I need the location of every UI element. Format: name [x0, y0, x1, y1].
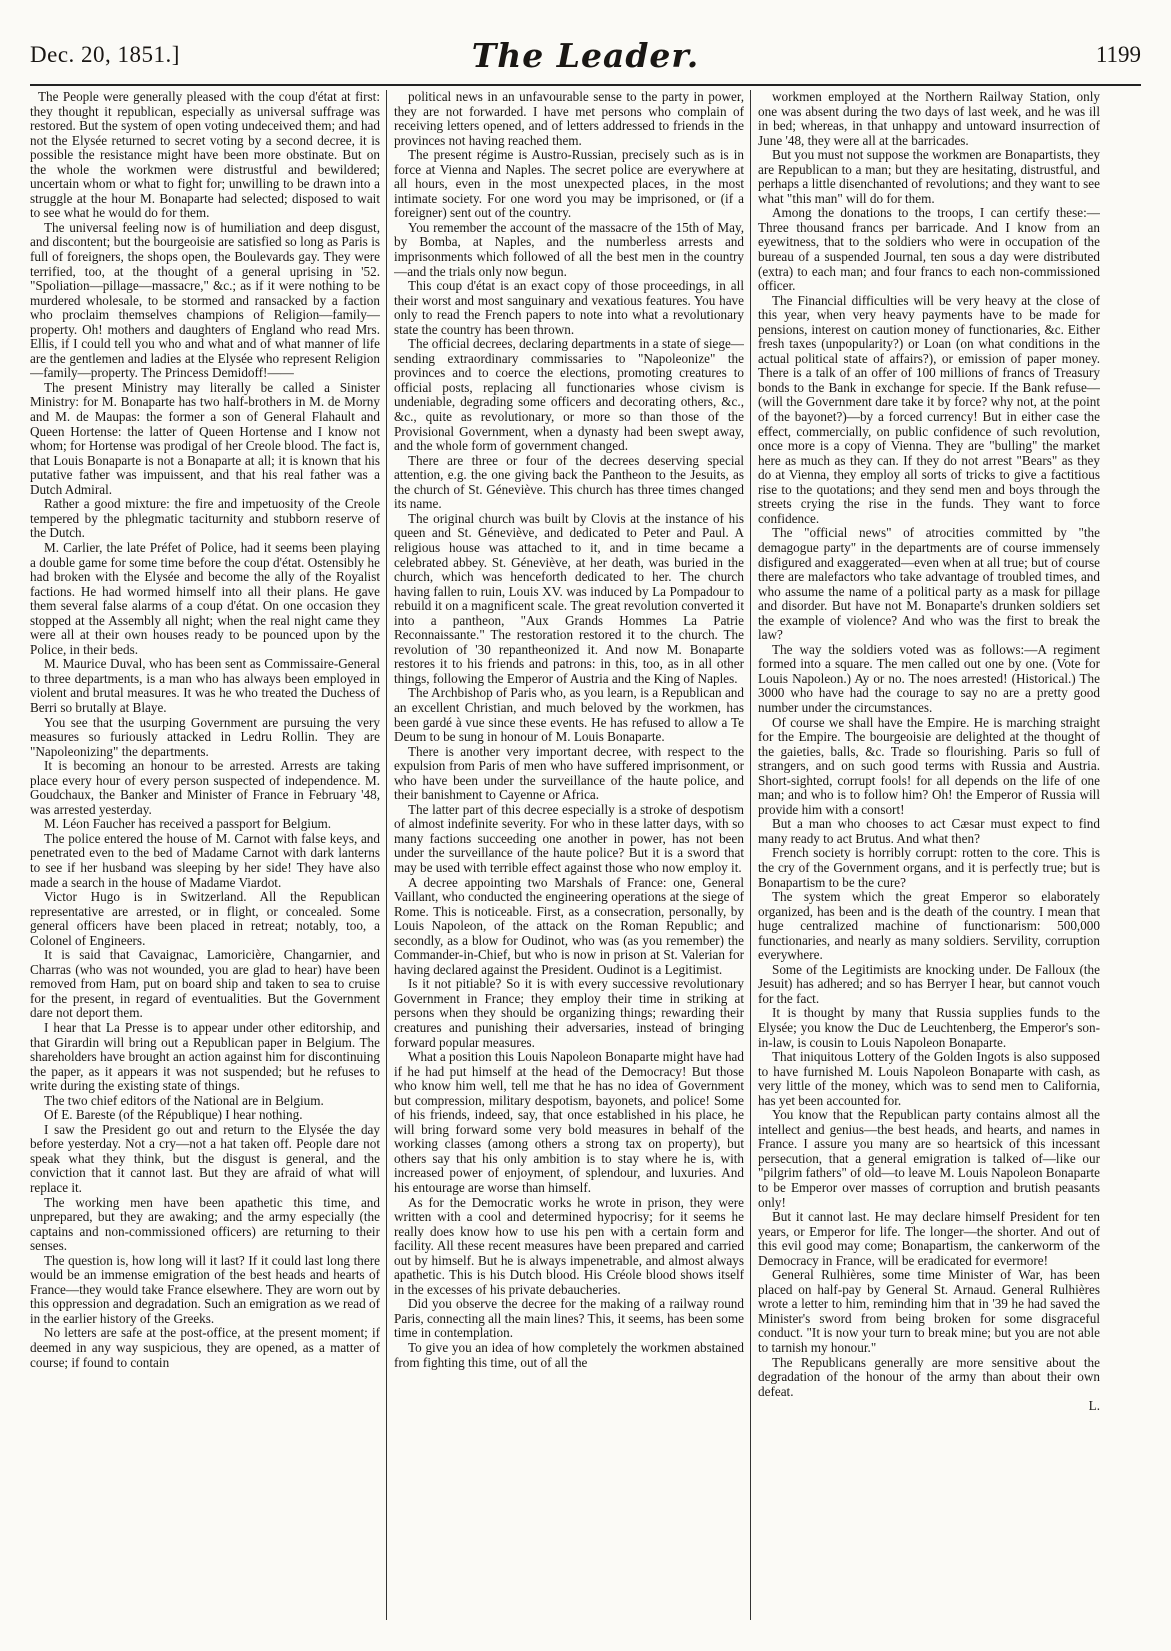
paragraph: Is it not pitiable? So it is with every successive revolutionary Government in France; they employ their time in striking at persons when they should be organizing things; rewarding their creatures and punishing their adversaries, instead of bringing forward popular measures.: [394, 976, 744, 1050]
paragraph: Among the donations to the troops, I can certify these:—Three thousand francs per barricade. And I know from an eyewitness, that to the soldiers who were in occupation of the bureau of a suspended Journal, ten sous a day were distributed (extra) to each man; and four francs to each non-commissioned officer.: [758, 205, 1100, 294]
paragraph: The present Ministry may literally be called a Sinister Ministry: for M. Bonaparte has two half-brothers in M. de Morny and M. de Maupas: the former a son of General Flahault and Queen Hortense: the latter of Queen Hortense and I know not whom; for Hortense was prodigal of her Creole blood. The fact is, that Louis Bonaparte is not a Bonaparte at all; it is known that his putative father was impuissent, and that his real father was a Dutch Admiral.: [30, 379, 380, 497]
paragraph: You see that the usurping Government are pursuing the very measures so furiously attacked in Ledru Rollin. They are "Napoleonizing" the departments.: [30, 714, 380, 759]
paragraph: There is another very important decree, with respect to the expulsion from Paris of men who have suffered imprisonment, or who have been under the surveillance of the haute police, and their banishment to Cayenne or Africa.: [394, 743, 744, 803]
paragraph: You know that the Republican party contains almost all the intellect and genius—the best heads, and hearts, and names in France. I assure you many are so heartsick of this incessant persecution, that a general emigration is talked of—like our "pilgrim fathers" of old—to leave M. Louis Napoleon Bonaparte to be Emperor over masses of corruption and brutish peasants only!: [758, 1107, 1100, 1210]
paragraph: I saw the President go out and return to the Elysée the day before yesterday. Not a cry—not a hat taken off. People dare not speak what they think, but the disgust is general, and the conviction that it cannot last. But they are afraid of what will replace it.: [30, 1121, 380, 1196]
paragraph: The Archbishop of Paris who, as you learn, is a Republican and an excellent Christian, and much beloved by the workmen, has been gardé à vue since these events. He has refused to allow a Te Deum to be sung in honour of M. Louis Bonaparte.: [394, 685, 744, 745]
paragraph: Rather a good mixture: the fire and impetuosity of the Creole tempered by the phlegmatic taciturnity and stubborn reserve of the Dutch.: [30, 496, 380, 541]
signature: L.: [1088, 1398, 1100, 1414]
masthead: The Leader.: [471, 36, 700, 75]
paragraph: The Financial difficulties will be very heavy at the close of this year, when very heavy payments have to be made for pensions, interest on caution money of functionaries, &c. Either fresh taxes (unpopularity?) or Loan (on what conditions in the actual political state of affairs?), or emission of paper money. There is a talk of an offer of 100 millions of francs of Treasury bonds to the Bank in exchange for specie. If the Bank refuse—(will the Government dare take it by force? why not, at the point of the bayonet?)—by a forced currency! But in either case the effect, commercially, on public confidence of such revolution, once more is a copy of Vienna. They are "bulling" the market here as much as they can. If they do not arrest "Bears" as they do at Vienna, they employ all sorts of tricks to give a factitious rise to the quotations; and they send men and boys through the streets crying the rise in the funds. They want to force confidence.: [758, 292, 1100, 526]
paragraph: It is becoming an honour to be arrested. Arrests are taking place every hour of every person suspected of independence. M. Goudchaux, the Banker and Minister of France in February '48, was arrested yesterday.: [30, 758, 380, 817]
paragraph: The original church was built by Clovis at the instance of his queen and St. Géneviève, and dedicated to Peter and Paul. A religious house was attached to it, and in time became a celebrated abbey. St. Géneviève, at her death, was buried in the church, which was henceforth dedicated to her. The church having fallen to ruin, Louis XV. was induced by La Pompadour to rebuild it on a magnificent scale. The great revolution converted it into a pantheon, "Aux Grands Hommes La Patrie Reconnaissante." The restoration restored it to the church. The revolution of '30 repantheonized it. And now M. Bonaparte restores it to his friends and patrons: in this, too, as in all other things, following the Emperor of Austria and the King of Naples.: [394, 510, 744, 686]
paragraph: political news in an unfavourable sense to the party in power, they are not forwarded. I have met persons who complain of receiving letters opened, and of letters addressed to friends in the provinces not having reached them.: [394, 90, 744, 148]
paragraph: But a man who chooses to act Cæsar must expect to find many ready to act Brutus. And what then?: [758, 816, 1100, 846]
paragraph: General Rulhières, some time Minister of War, has been placed on half-pay by General St. Arnaud. General Rulhières wrote a letter to him, reminding him that in '39 he had saved the Minister's sword from being broken for some disgraceful conduct. "It is now your turn to break mine; but you are not able to tarnish my honour.": [758, 1267, 1100, 1356]
paragraph: But it cannot last. He may declare himself President for ten years, or Emperor for life. The longer—the shorter. And out of this evil good may come; Bonapartism, the cankerworm of the Democracy in France, will be eradicated for evermore!: [758, 1209, 1100, 1268]
paragraph: Did you observe the decree for the making of a railway round Paris, connecting all the main lines? This, it seems, has been some time in contemplation.: [394, 1296, 744, 1341]
paragraph: The question is, how long will it last? If it could last long there would be an immense emigration of the best heads and hearts of France—they would take France elsewhere. They are worn out by this oppression and degradation. Such an emigration as we read of in the earlier history of the Greeks.: [30, 1252, 380, 1326]
paragraph: But you must not suppose the workmen are Bonapartists, they are Republican to a man; but they are hesitating, distrustful, and perhaps a little disenchanted of revolutions; and they want to see what "this man" will do for them.: [758, 147, 1100, 206]
column-3: [758, 90, 1100, 1620]
paragraph: Some of the Legitimists are knocking under. De Falloux (the Jesuit) has adhered; and so has Berryer I hear, but cannot vouch for the fact.: [758, 961, 1100, 1006]
paragraph: The universal feeling now is of humiliation and deep disgust, and discontent; but the bourgeoisie are satisfied so long as Paris is full of foreigners, the shops open, the Boulevards gay. They were terrified, too, at the thought of a general uprising in '52. "Spoliation—pillage—massacre," &c.; as if it were nothing to be murdered wholesale, to be stormed and ransacked by a faction who proclaim themselves champions of Religion—family—property. Oh! mothers and daughters of England who read Mrs. Ellis, if I could tell you who and what and of what manner of life are the gentlemen and ladies at the Elysée who represent Religion—family—property. The Princess Demidoff!——: [30, 219, 380, 381]
issue-date: Dec. 20, 1851.]: [30, 42, 180, 67]
paragraph: The "official news" of atrocities committed by "the demagogue party" in the departments are of course immensely disfigured and exaggerated—even when at all true; but of course there are malefactors who take advantage of troubled times, and who assume the name of a political party as a mask for pillage and disorder. But have not M. Bonaparte's drunken soldiers set the example of violence? And who was the first to break the law?: [758, 525, 1100, 643]
paragraph: As for the Democratic works he wrote in prison, they were written with a cool and determined hypocrisy; for it seems he really does know how to use his pen with a certain form and facility. All these recent measures have been prepared and carried out by himself. But he is always impenetrable, and almost always apathetic. This is his Dutch blood. His Créole blood shows itself in the excesses of his private debaucheries.: [394, 1194, 744, 1297]
paragraph: That iniquitous Lottery of the Golden Ingots is also supposed to have furnished M. Louis Napoleon Bonaparte with cash, as very little of the money, which was to send men to California, has yet been accounted for.: [758, 1049, 1100, 1108]
paragraph: No letters are safe at the post-office, at the present moment; if deemed in any way suspicious, they are opened, as a matter of course; if found to contain: [30, 1325, 380, 1370]
paragraph: I hear that La Presse is to appear under other editorship, and that Girardin will bring out a Republican paper in Belgium. The shareholders have brought an action against him for discontinuing the paper, as it appears it was not suspended; but he refuses to write during the existing state of things.: [30, 1020, 380, 1094]
paragraph: Of course we shall have the Empire. He is marching straight for the Empire. The bourgeoisie are delighted at the thought of the gaieties, balls, &c. Trade so flourishing. Paris so full of strangers, and on such good terms with Russia and Austria. Short-sighted, corrupt fools! for all depends on the life of one man; and who is to follow him? Oh! the Emperor of Russia will provide him with a consort!: [758, 714, 1100, 817]
column-2: [394, 90, 744, 1620]
paragraph: M. Carlier, the late Préfet of Police, had it seems been playing a double game for some time before the coup d'état. Ostensibly he had broken with the Elysée and become the ally of the Royalist factions. He had wormed himself into all their plans. He gave them several false alarms of a coup d'état. On one occasion they stopped at the Assembly all night; when the real night came they were all at their own houses ready to be pounced upon by the Police, in their beds.: [30, 539, 380, 657]
paragraph: There are three or four of the decrees deserving special attention, e.g. the one giving back the Pantheon to the Jesuits, as the church of St. Géneviève. This church has three times changed its name.: [394, 452, 744, 512]
paragraph: To give you an idea of how completely the workmen abstained from fighting this time, out of all the: [394, 1340, 744, 1370]
paragraph: The working men have been apathetic this time, and unprepared, but they are awaking; and the army especially (the captains and non-commissioned officers) are returning to their senses.: [30, 1194, 380, 1254]
page-header: [30, 36, 1141, 76]
paragraph: The way the soldiers voted was as follows:—A regiment formed into a square. The men called out one by one. (Vote for Louis Napoleon.) Ay or no. The noes arrested! (Historical.) The 3000 who have had the courage to say no are a pretty good number under the circumstances.: [758, 641, 1100, 715]
paragraph: A decree appointing two Marshals of France: one, General Vaillant, who conducted the engineering operations at the siege of Rome. This is noticeable. First, as a consecration, personally, by Louis Napoleon, of the attack on the Roman Republic; and secondly, as a blow for Oudinot, who was (as you remember) the Commander-in-Chief, but who is now in prison at St. Valerian for having declared against the President. Oudinot is a Legitimist.: [394, 874, 744, 977]
paragraph: This coup d'état is an exact copy of those proceedings, in all their worst and most sanguinary and vexatious features. You have only to read the French papers to note into what a revolutionary state the country has been thrown.: [394, 278, 744, 337]
paragraph: M. Maurice Duval, who has been sent as Commissaire-General to three departments, is a man who has always been employed in violent and brutal measures. It was he who treated the Duchess of Berri so brutally at Blaye.: [30, 656, 380, 715]
paragraph: You remember the account of the massacre of the 15th of May, by Bomba, at Naples, and the numberless arrests and imprisonments which followed of all the best men in the country—and the trials only now begun.: [394, 219, 744, 279]
column-1: [30, 90, 380, 1620]
paragraph: The People were generally pleased with the coup d'état at first: they thought it republican, especially as universal suffrage was restored. But the system of open voting undeceived them; and had not the Elysée returned to secret voting by a second decree, it is possible the resistance might have been more obstinate. But on the whole the workmen were distrustful and bewildered; uncertain whom or what to fight for; unwilling to be drawn into a struggle at the hour M. Bonaparte had selected; disposed to wait to see what he would do for them.: [30, 90, 380, 221]
paragraph: Of E. Bareste (of the République) I hear nothing.: [44, 1107, 303, 1123]
paragraph: What a position this Louis Napoleon Bonaparte might have had if he had put himself at the head of the Democracy! But those who know him well, tell me that he has no idea of Government but compression, military despotism, bayonets, and police! Some of his friends, indeed, say, that once established in his place, he will bring forward some very bold measures in behalf of the working classes (among others a strong tax on property), but others say that his only ambition is to stay where he is, with increased power of enjoyment, of splendour, and luxuries. And his entourage are worse than himself.: [394, 1049, 744, 1196]
paragraph: It is thought by many that Russia supplies funds to the Elysée; you know the Duc de Leuchtenberg, the Emperor's son-in-law, is cousin to Louis Napoleon Bonaparte.: [758, 1005, 1100, 1050]
paragraph: The system which the great Emperor so elaborately organized, has been and is the death of the country. I mean that huge centralized machine of functionarism: 500,000 functionaries, and nearly as many soldiers. Servility, corruption everywhere.: [758, 889, 1100, 963]
paragraph: The Republicans generally are more sensitive about the degradation of the honour of the army than about their own defeat.: [758, 1354, 1100, 1399]
paragraph: M. Léon Faucher has received a passport for Belgium.: [44, 816, 332, 832]
header-rule: [30, 84, 1141, 86]
paragraph: The two chief editors of the National are in Belgium.: [44, 1092, 324, 1108]
paragraph: The official decrees, declaring departments in a state of siege—sending extraordinary commissaries to "Napoleonize" the provinces and to coerce the elections, promoting creatures to official posts, replacing all functionaries whose civism is undeniable, degrading some officers and decorating others, &c., &c., quite as revolutionary, or more so than those of the Provisional Government, when a dynasty had been swept away, and the whole form of government changed.: [394, 336, 744, 454]
paragraph: French society is horribly corrupt: rotten to the core. This is the cry of the Government organs, and it is perfectly true; but is Bonapartism to be the cure?: [758, 845, 1100, 890]
column-divider: [386, 90, 387, 1620]
column-divider: [750, 90, 751, 1620]
paragraph: The present régime is Austro-Russian, precisely such as is in force at Vienna and Naples. The secret police are everywhere at all hours, even in the most unexpected places, in the most intimate society. For one word you may be imprisoned, or (if a foreigner) sent out of the country.: [394, 147, 744, 221]
paragraph: It is said that Cavaignac, Lamoricière, Changarnier, and Charras (who was not wounded, you are glad to hear) have been removed from Ham, put on board ship and taken to sea to cruise for the present, in regard of eventualities. But the Government dare not deport them.: [30, 947, 380, 1021]
page-number: 1199: [1095, 42, 1141, 67]
paragraph: Victor Hugo is in Switzerland. All the Republican representative are arrested, or in flight, or concealed. Some general officers have been placed in retreat; notably, too, a Colonel of Engineers.: [30, 889, 380, 948]
paragraph: workmen employed at the Northern Railway Station, only one was absent during the two days of last week, and he was ill in bed; whereas, in that unhappy and untoward insurrection of June '48, they were all at the barricades.: [758, 90, 1100, 148]
paragraph: The latter part of this decree especially is a stroke of despotism of almost indefinite severity. For who in these latter days, with so many factions succeeding one another in power, has not been under the surveillance of the haute police? But it is a sword that may be used with terrible effect against those who now employ it.: [394, 801, 744, 875]
paragraph: The police entered the house of M. Carnot with false keys, and penetrated even to the bed of Madame Carnot with dark lanterns to see if her husband was sleeping by her side! They have also made a search in the house of Madame Viardot.: [30, 830, 380, 890]
